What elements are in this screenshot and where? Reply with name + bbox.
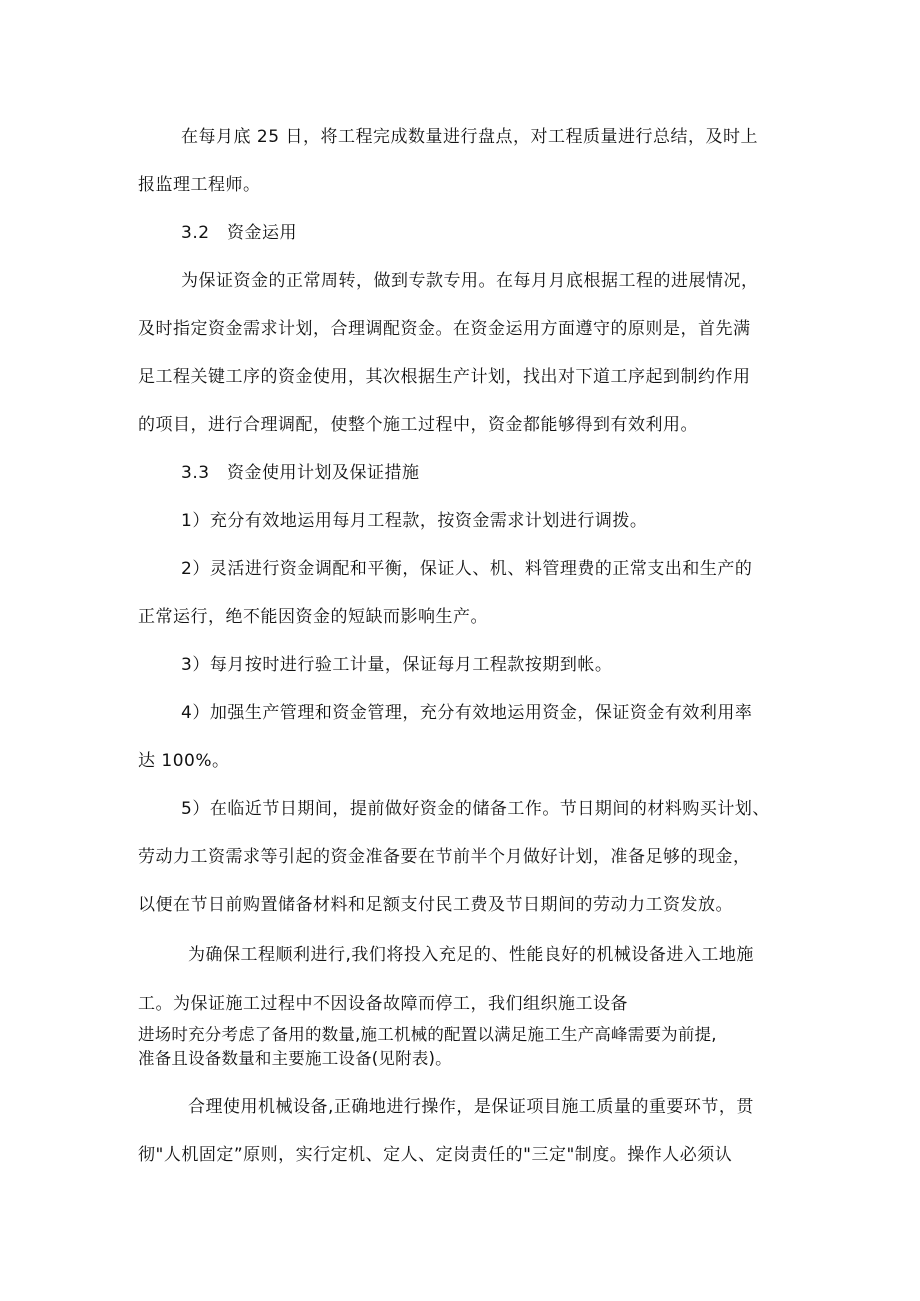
paragraph-1-line-2: 报监理工程师。 (138, 175, 261, 195)
paragraph-2-line-4: 的项目，进行合理调配，使整个施工过程中，资金都能够得到有效利用。 (138, 415, 698, 435)
section-heading-3-3: 3.3 资金使用计划及保证措施 (181, 463, 420, 483)
paragraph-2-line-1: 为保证资金的正常周转，做到专款专用。在每月月底根据工程的进展情况， (181, 271, 759, 291)
list-item-4-line-1: 4）加强生产管理和资金管理，充分有效地运用资金，保证资金有效利用率 (181, 703, 753, 723)
list-item-5-line-1: 5）在临近节日期间，提前做好资金的储备工作。节日期间的材料购买计划、 (181, 799, 770, 819)
list-item-5-line-3: 以便在节日前购置储备材料和足额支付民工费及节日期间的劳动力工资发放。 (138, 895, 733, 915)
paragraph-3-line-1: 为确保工程顺利进行,我们将投入充足的、性能良好的机械设备进入工地施 (188, 945, 754, 965)
paragraph-1-line-1: 在每月底 25 日，将工程完成数量进行盘点，对工程质量进行总结，及时上 (181, 127, 758, 147)
list-item-5-line-2: 劳动力工资需求等引起的资金准备要在节前半个月做好计划，准备足够的现金， (138, 847, 751, 867)
paragraph-4-line-1: 合理使用机械设备,正确地进行操作，是保证项目施工质量的重要环节，贯 (188, 1097, 754, 1117)
list-item-4-line-2: 达 100%。 (138, 751, 230, 771)
paragraph-3-line-2: 工。为保证施工过程中不因设备故障而停工，我们组织施工设备 (138, 994, 628, 1014)
paragraph-2-line-3: 足工程关键工序的资金使用，其次根据生产计划，找出对下道工序起到制约作用 (138, 367, 751, 387)
list-item-2-line-2: 正常运行，绝不能因资金的短缺而影响生产。 (138, 607, 488, 627)
list-item-2-line-1: 2）灵活进行资金调配和平衡，保证人、机、料管理费的正常支出和生产的 (181, 559, 753, 579)
list-item-3-line-1: 3）每月按时进行验工计量，保证每月工程款按期到帐。 (181, 655, 613, 675)
section-heading-3-2: 3.2 资金运用 (181, 223, 298, 243)
list-item-1-line-1: 1）充分有效地运用每月工程款，按资金需求计划进行调拨。 (181, 511, 648, 531)
paragraph-3-line-4: 准备且设备数量和主要施工设备(见附表)。 (138, 1049, 452, 1068)
paragraph-4-line-2: 彻"人机固定”原则，实行定机、定人、定岗责任的"三定"制度。操作人必须认 (138, 1145, 733, 1165)
paragraph-2-line-2: 及时指定资金需求计划，合理调配资金。在资金运用方面遵守的原则是，首先满 (138, 319, 751, 339)
paragraph-3-line-3: 进场时充分考虑了备用的数量,施工机械的配置以满足施工生产高峰需要为前提, (138, 1025, 717, 1044)
